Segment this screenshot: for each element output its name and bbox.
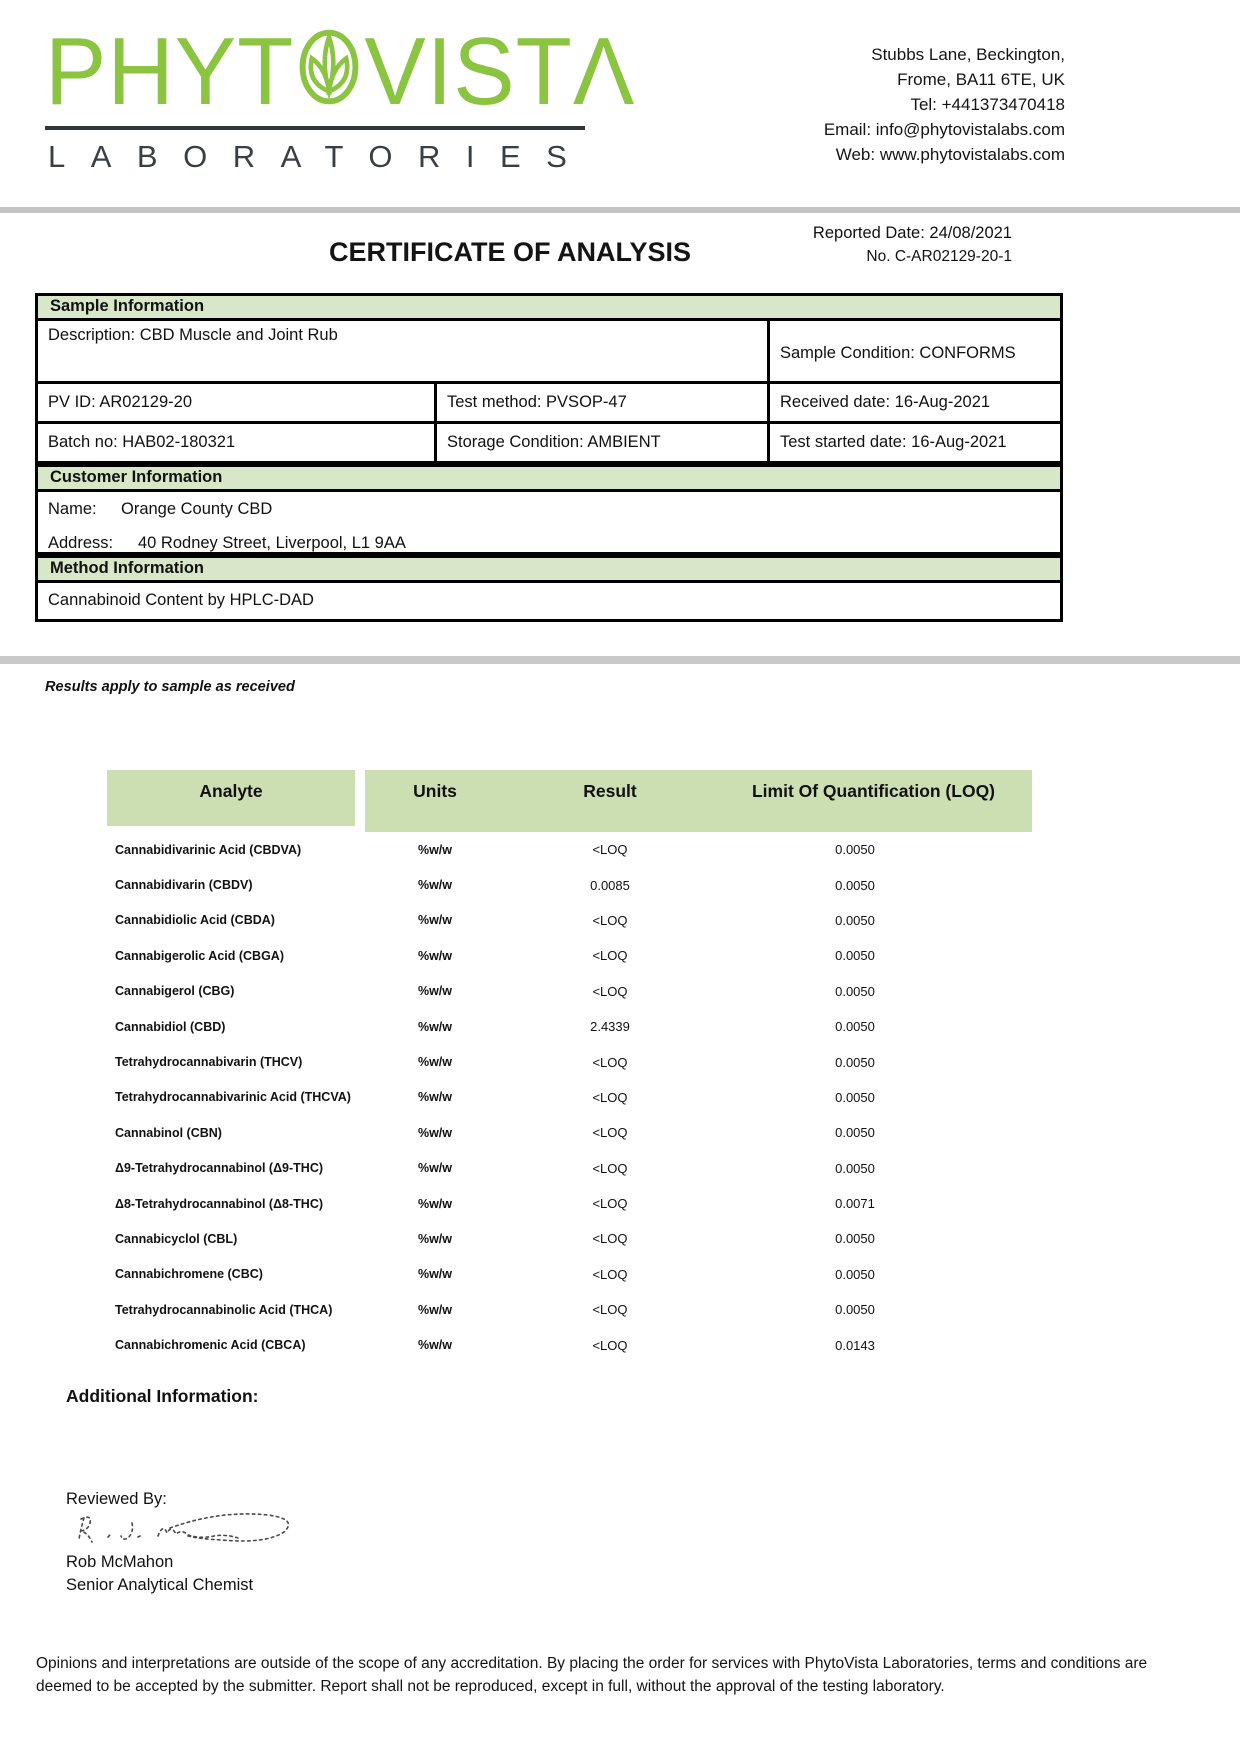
sample-row-2 [35,424,1063,464]
method-box [35,583,1063,622]
brand-wordmark-left: PHYT [45,18,295,126]
cell-units: %w/w [417,842,453,857]
cell-result: <LOQ [592,1337,628,1353]
cell-analyte: Tetrahydrocannabinolic Acid (THCA) [115,1302,333,1317]
cell-units: %w/w [417,984,453,999]
cell-batch-no: Batch no: HAB02-180321 [38,424,437,461]
table-header-right [365,770,1032,832]
cell-result: 0.0085 [590,877,630,893]
results-table-body [107,832,1032,1363]
certificate-number: No. C-AR02129-20-1 [866,248,1012,265]
cell-loq: 0.0050 [835,912,875,928]
table-row [107,1115,1032,1150]
method-value: Cannabinoid Content by HPLC-DAD [48,591,314,609]
cell-storage-condition: Storage Condition: AMBIENT [437,424,770,461]
col-analyte: Analyte [107,770,355,826]
section-header-method: Method Information [35,555,1063,583]
contact-address-line1: Stubbs Lane, Beckington, [871,45,1065,64]
info-sections [35,293,1063,622]
cell-result: 2.4339 [590,1019,630,1035]
leaf-icon [296,28,362,110]
contact-web: Web: www.phytovistalabs.com [835,145,1065,164]
cell-units: %w/w [417,1161,453,1176]
cell-analyte: Cannabidivarinic Acid (CBDVA) [115,842,302,857]
contact-email: Email: info@phytovistalabs.com [823,120,1065,139]
customer-name-line [48,500,1050,519]
cell-result: <LOQ [592,842,628,858]
cell-units: %w/w [417,1231,453,1246]
cell-units: %w/w [417,1338,453,1353]
cell-loq: 0.0050 [835,842,875,858]
table-row [107,1292,1032,1327]
cell-units: %w/w [417,1055,453,1070]
section-header-sample: Sample Information [35,293,1063,321]
cell-loq: 0.0050 [835,983,875,999]
divider-rule-top [0,207,1240,213]
sample-row-1 [35,384,1063,424]
cell-analyte: Δ8-Tetrahydrocannabinol (Δ8-THC) [115,1196,324,1211]
cell-analyte: Cannabigerol (CBG) [115,984,235,999]
table-row [107,867,1032,902]
customer-name-label: Name: [48,500,97,518]
brand-wordmark-right: VISTΛ [364,18,636,126]
cell-analyte: Cannabinol (CBN) [115,1125,222,1140]
cell-loq: 0.0071 [835,1196,875,1212]
brand-subtitle: LABORATORIES [48,139,593,174]
table-row [107,1221,1032,1256]
cell-result: <LOQ [592,1160,628,1176]
table-row [107,1327,1032,1362]
contact-block [824,42,1065,167]
cell-loq: 0.0050 [835,1054,875,1070]
cell-analyte: Cannabicyclol (CBL) [115,1231,238,1246]
customer-address-line [48,534,1050,553]
table-header [107,770,1032,832]
cell-result: <LOQ [592,1125,628,1141]
col-units: Units [365,770,505,832]
cell-analyte: Cannabichromene (CBC) [115,1267,263,1282]
cell-analyte: Cannabidivarin (CBDV) [115,878,253,893]
cell-units: %w/w [417,878,453,893]
cell-units: %w/w [417,913,453,928]
cell-received-date: Received date: 16-Aug-2021 [780,393,991,411]
cell-pv-id: PV ID: AR02129-20 [38,384,437,421]
contact-address-line2: Frome, BA11 6TE, UK [897,70,1065,89]
cell-analyte: Cannabidiolic Acid (CBDA) [115,913,275,928]
table-row [107,903,1032,938]
cell-units: %w/w [417,1302,453,1317]
divider-rule-mid [0,656,1240,664]
results-table [107,770,1032,1363]
cell-result: <LOQ [592,983,628,999]
cell-units: %w/w [417,1267,453,1282]
cell-loq: 0.0050 [835,1231,875,1247]
table-row [107,938,1032,973]
cell-units: %w/w [417,1090,453,1105]
cell-result: <LOQ [592,1302,628,1318]
table-row [107,1080,1032,1115]
reported-date: Reported Date: 24/08/2021 [812,224,1012,242]
cell-analyte: Cannabidiol (CBD) [115,1019,226,1034]
col-result: Result [505,770,715,832]
reviewed-by-label: Reviewed By: [66,1490,167,1508]
cell-loq: 0.0050 [835,1019,875,1035]
table-row [107,1009,1032,1044]
col-loq: Limit Of Quantification (LOQ) [715,770,1032,832]
cell-result: <LOQ [592,1089,628,1105]
cell-units: %w/w [417,1125,453,1140]
reviewer-title: Senior Analytical Chemist [66,1576,254,1594]
table-row [107,1151,1032,1186]
customer-box [35,492,1063,555]
cell-loq: 0.0050 [835,1125,875,1141]
cell-analyte: Cannabigerolic Acid (CBGA) [115,948,284,963]
cell-loq: 0.0050 [835,877,875,893]
table-row [107,1186,1032,1221]
sample-description-row [35,321,1063,384]
customer-address-label: Address: [48,534,114,552]
cell-sample-condition: Sample Condition: CONFORMS [780,344,1016,362]
page-title: CERTIFICATE OF ANALYSIS [328,237,692,267]
table-row [107,974,1032,1009]
cell-result: <LOQ [592,1196,628,1212]
cell-test-started: Test started date: 16-Aug-2021 [780,433,1007,451]
cell-result: <LOQ [592,948,628,964]
cell-loq: 0.0050 [835,1302,875,1318]
table-row [107,1044,1032,1079]
customer-name-value: Orange County CBD [121,500,273,518]
cell-loq: 0.0050 [835,1266,875,1282]
brand-logo [45,18,636,175]
cell-units: %w/w [417,1019,453,1034]
cell-loq: 0.0050 [835,948,875,964]
table-row [107,1257,1032,1292]
cell-analyte: Tetrahydrocannabivarin (THCV) [115,1055,303,1070]
cell-result: <LOQ [592,1054,628,1070]
contact-tel: Tel: +441373470418 [910,95,1065,114]
cell-units: %w/w [417,1196,453,1211]
results-note: Results apply to sample as received [45,678,295,695]
table-row [107,832,1032,867]
cell-result: <LOQ [592,912,628,928]
cell-analyte: Δ9-Tetrahydrocannabinol (Δ9-THC) [115,1161,324,1176]
cell-units: %w/w [417,948,453,963]
cell-loq: 0.0143 [835,1337,875,1353]
cell-test-method: Test method: PVSOP-47 [437,384,770,421]
cell-description: Description: CBD Muscle and Joint Rub [38,321,770,381]
cell-analyte: Tetrahydrocannabivarinic Acid (THCVA) [115,1090,351,1105]
brand-wordmark [45,18,636,126]
reviewer-name: Rob McMahon [66,1553,174,1571]
cell-analyte: Cannabichromenic Acid (CBCA) [115,1338,306,1353]
cell-loq: 0.0050 [835,1160,875,1176]
cell-loq: 0.0050 [835,1089,875,1105]
section-header-customer: Customer Information [35,464,1063,492]
cell-result: <LOQ [592,1231,628,1247]
footer-disclaimer: Opinions and interpretations are outside of the scope of any accreditation. By placing the order for services with PhytoVista Laboratories, terms and conditions are deemed to be accepted by the submitter. Report shall not be reproduced, except in full, without the approval of the testing laboratory. [36,1655,1148,1695]
cell-result: <LOQ [592,1266,628,1282]
additional-info-heading: Additional Information: [66,1386,259,1406]
customer-address-value: 40 Rodney Street, Liverpool, L1 9AA [138,534,406,552]
logo-divider [45,126,585,130]
